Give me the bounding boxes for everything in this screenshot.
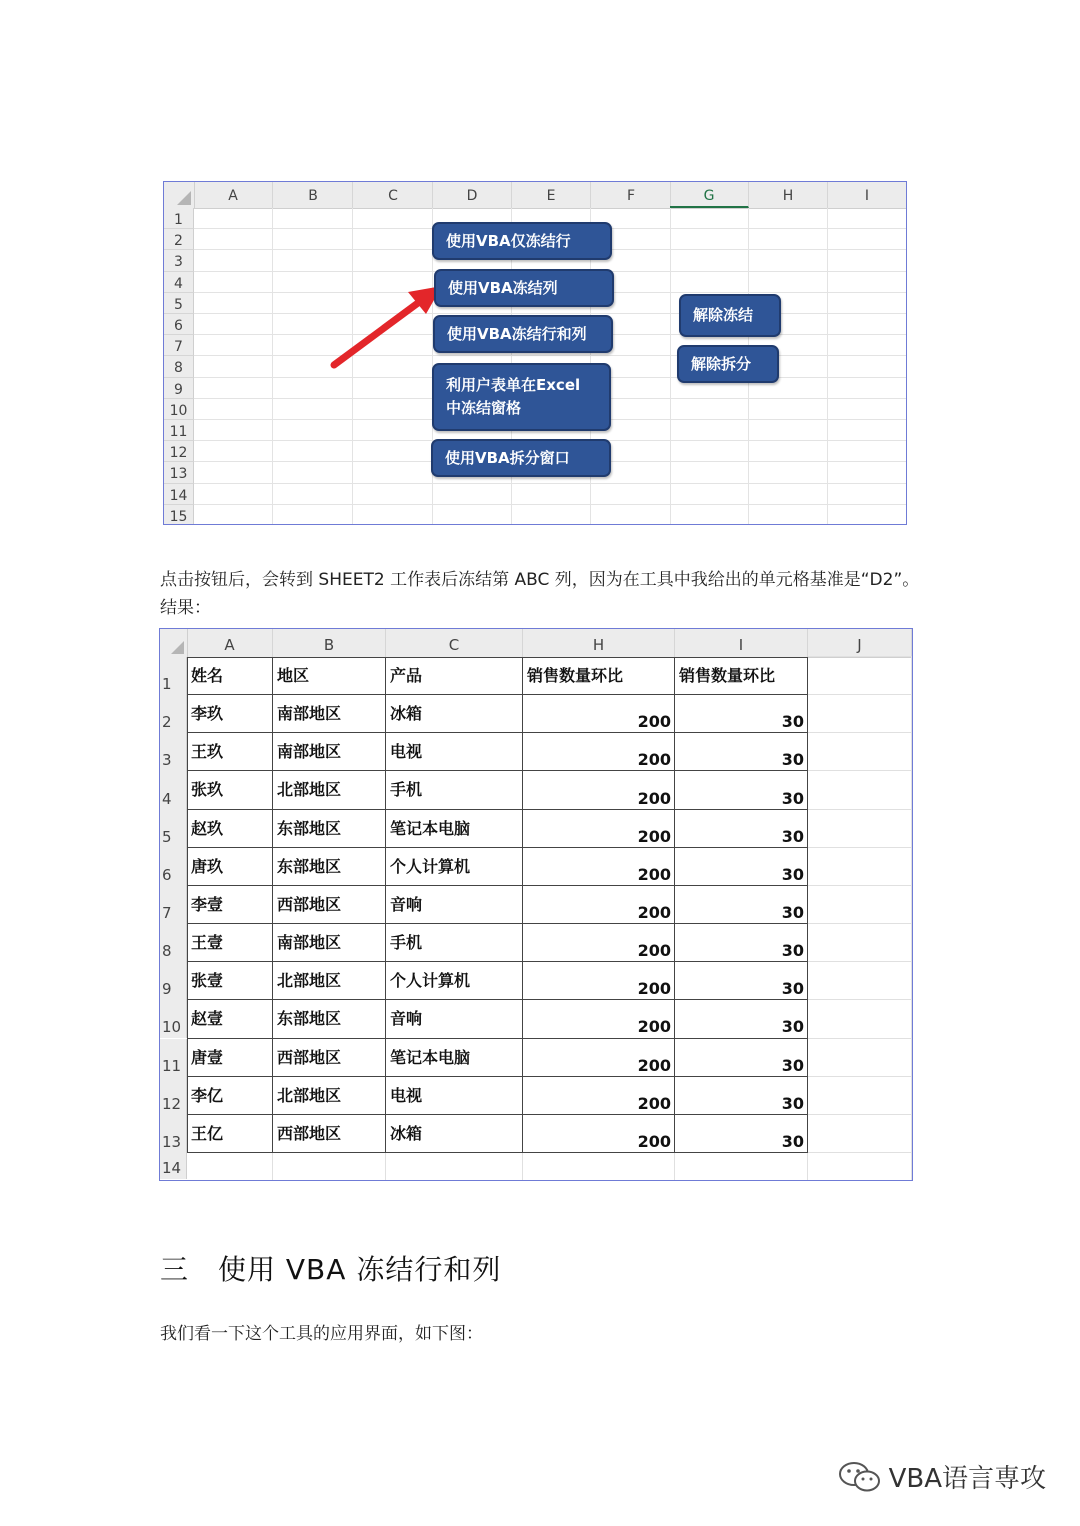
row-number: 4 [162,789,172,808]
column-header-g[interactable]: G [670,182,749,208]
table-cell[interactable]: 王亿 [191,1123,224,1143]
cell-value: 200 [637,1131,671,1151]
cell-value: 30 [781,864,804,884]
table-cell[interactable] [523,848,675,886]
row-header-6[interactable] [160,848,187,886]
excel-sheet-buttons [163,181,907,525]
column-header-a[interactable]: A [187,629,273,657]
table-cell[interactable]: 笔记本电脑 [390,1047,471,1067]
select-all-corner[interactable] [160,629,188,657]
table-cell[interactable]: 冰箱 [390,1123,423,1143]
row-header-3[interactable]: 3 [164,250,194,271]
table-cell[interactable] [675,771,808,809]
table-cell[interactable] [523,771,675,809]
table-cell[interactable]: 电视 [390,742,423,762]
row-header-9[interactable] [160,962,187,1000]
cell-value: 200 [637,750,671,770]
row-header-1[interactable]: 1 [164,208,194,229]
table-cell[interactable] [675,695,808,733]
table-cell[interactable]: 手机 [390,933,423,953]
table-cell[interactable] [675,1077,808,1115]
table-cell[interactable]: 南部地区 [277,933,342,953]
grid-line [808,885,912,886]
table-cell[interactable] [675,733,808,771]
row-number: 8 [162,942,172,961]
watermark-label: VBA语言専攻 [888,1464,1046,1494]
row-number: 12 [162,1094,182,1113]
grid-line [808,656,912,657]
table-cell[interactable] [523,1039,675,1077]
row-number: 1 [162,675,172,694]
header-cell[interactable]: 姓名 [191,666,224,685]
grid-line [385,1153,386,1181]
table-cell[interactable]: 个人计算机 [390,856,471,876]
cell-value: 200 [637,864,671,884]
row-header-15[interactable]: 15 [164,505,194,525]
cell-value: 30 [781,1093,804,1113]
table-cell[interactable] [675,962,808,1000]
table-cell[interactable]: 西部地区 [277,1123,342,1143]
grid-line [808,999,912,1000]
column-header-c[interactable]: C [354,182,433,208]
split-window-button[interactable]: 使用VBA拆分窗口 [431,439,611,477]
table-cell[interactable]: 北部地区 [277,1085,342,1105]
cell-value: 30 [781,826,804,846]
grid-line [808,770,912,771]
row-number: 2 [162,713,172,732]
table-cell[interactable]: 东部地区 [277,818,342,838]
paragraph-ui-intro: 我们看一下这个工具的应用界面，如下图： [160,1324,483,1344]
table-cell[interactable]: 赵壹 [191,1009,224,1029]
grid-line [522,1153,523,1181]
table-cell[interactable]: 王壹 [191,933,224,953]
table-cell[interactable]: 赵玖 [191,818,224,838]
row-number: 10 [162,1018,182,1037]
row-number: 11 [162,1056,182,1075]
row-header-7[interactable]: 7 [164,335,194,356]
cell-value: 30 [781,1017,804,1037]
row-header-8[interactable]: 8 [164,356,194,377]
cell-value: 200 [637,712,671,732]
table-cell[interactable] [523,886,675,924]
table-cell[interactable] [675,1039,808,1077]
grid-line [807,1153,808,1181]
grid-line [272,1153,273,1181]
userform-freeze-panes-button[interactable]: 利用户表单在Excel 中冻结窗格 [432,363,611,431]
row-header-14[interactable] [160,1153,187,1179]
header-cell[interactable]: 销售数量环比 [527,666,624,685]
column-header-c[interactable]: C [386,629,523,657]
grid-line [808,961,912,962]
cell-value: 200 [637,979,671,999]
table-cell[interactable] [523,695,675,733]
table-cell[interactable]: 唐玖 [191,856,224,876]
table-cell[interactable] [523,1115,675,1153]
table-cell[interactable]: 手机 [390,780,423,800]
cell-value: 200 [637,788,671,808]
table-cell[interactable]: 东部地区 [277,1009,342,1029]
cell-value: 30 [781,1055,804,1075]
cell-value: 30 [781,788,804,808]
row-header-11[interactable]: 11 [164,420,194,441]
grid-line [906,208,907,524]
grid-line [808,1076,912,1077]
grid-line [808,1038,912,1039]
column-header-h[interactable]: H [749,182,828,208]
grid-line [808,732,912,733]
freeze-rows-and-columns-button[interactable]: 使用VBA冻结行和列 [433,315,613,353]
row-number: 3 [162,751,172,770]
row-header-13[interactable] [160,1115,187,1153]
column-header-i[interactable]: I [828,182,907,208]
row-number: 7 [162,904,172,923]
wechat-icon [837,1460,883,1494]
cell-value: 200 [637,1017,671,1037]
row-header-2[interactable]: 2 [164,229,194,250]
table-cell[interactable] [675,924,808,962]
cell-value: 200 [637,1093,671,1113]
row-header-4[interactable] [160,771,187,809]
table-cell[interactable] [675,1000,808,1038]
table-cell[interactable]: 李壹 [191,894,224,914]
row-header-7[interactable] [160,886,187,924]
table-cell[interactable]: 南部地区 [277,742,342,762]
cell-value: 200 [637,826,671,846]
row-header-1[interactable] [160,657,187,695]
paragraph-result-intro: 点击按钮后，会转到 SHEET2 工作表后冻结第 ABC 列，因为在工具中我给出的单元格基准是“D2”。结果： [160,570,920,618]
grid-line [808,694,912,695]
row-number: 9 [162,980,172,999]
table-cell[interactable] [523,1077,675,1115]
row-number: 6 [162,865,172,884]
row-header-5[interactable]: 5 [164,293,194,314]
table-cell[interactable]: 张壹 [191,971,224,991]
table-cell[interactable]: 冰箱 [390,704,423,724]
freeze-rows-only-button[interactable]: 使用VBA仅冻结行 [432,222,612,260]
row-number: 14 [162,1158,182,1177]
row-header-3[interactable] [160,733,187,771]
cell-value: 200 [637,903,671,923]
cell-value: 200 [637,1055,671,1075]
row-header-9[interactable]: 9 [164,378,194,399]
table-cell[interactable] [675,1115,808,1153]
grid-line [674,1153,675,1181]
column-header-b[interactable]: B [274,182,353,208]
grid-line [808,809,912,810]
table-cell[interactable]: 音响 [390,894,423,914]
row-header-6[interactable]: 6 [164,314,194,335]
table-cell[interactable] [523,962,675,1000]
table-cell[interactable] [523,1000,675,1038]
column-header-b[interactable]: B [273,629,386,657]
cell-value: 30 [781,750,804,770]
column-header-h[interactable]: H [523,629,675,657]
table-cell[interactable] [523,810,675,848]
row-number: 13 [162,1132,182,1151]
column-header-a[interactable]: A [194,182,273,208]
header-cell[interactable]: 产品 [390,666,423,685]
table-cell[interactable]: 笔记本电脑 [390,818,471,838]
row-header-10[interactable] [160,1000,187,1038]
table-cell[interactable]: 个人计算机 [390,971,471,991]
column-header-d[interactable]: D [433,182,512,208]
row-header-10[interactable]: 10 [164,399,194,420]
table-cell[interactable]: 北部地区 [277,971,342,991]
table-cell[interactable] [523,924,675,962]
table-cell[interactable]: 南部地区 [277,704,342,724]
cell-value: 30 [781,1131,804,1151]
row-header-4[interactable]: 4 [164,272,194,293]
unsplit-button[interactable]: 解除拆分 [677,345,779,383]
row-header-12[interactable]: 12 [164,441,194,462]
table-cell[interactable]: 电视 [390,1085,423,1105]
table-cell[interactable]: 王玖 [191,742,224,762]
column-header-i[interactable]: I [675,629,808,657]
row-header-2[interactable] [160,695,187,733]
section-heading: 三 使用 VBA 冻结行和列 [160,1253,502,1286]
row-header-13[interactable]: 13 [164,462,194,483]
cell-value: 30 [781,979,804,999]
cell-value: 30 [781,712,804,732]
row-header-12[interactable] [160,1077,187,1115]
table-cell[interactable]: 唐壹 [191,1047,224,1067]
grid-line [808,1152,912,1153]
row-header-11[interactable] [160,1039,187,1077]
table-cell[interactable] [675,848,808,886]
excel-sheet-result [159,628,913,1181]
table-cell[interactable]: 李玖 [191,704,224,724]
watermark [837,1458,1046,1495]
grid-line [911,657,912,1181]
row-header-14[interactable]: 14 [164,484,194,505]
table-cell[interactable]: 音响 [390,1009,423,1029]
cell-value: 30 [781,903,804,923]
cell-value: 200 [637,941,671,961]
column-header-f[interactable]: F [592,182,671,208]
table-cell[interactable]: 北部地区 [277,780,342,800]
header-cell[interactable]: 销售数量环比 [679,666,776,685]
table-cell[interactable]: 东部地区 [277,856,342,876]
row-header-5[interactable] [160,810,187,848]
table-cell[interactable] [675,810,808,848]
grid-line [808,1114,912,1115]
column-header-e[interactable]: E [512,182,591,208]
cell-value: 30 [781,941,804,961]
header-cell[interactable]: 地区 [277,666,310,685]
table-cell[interactable]: 李亿 [191,1085,224,1105]
grid-line [808,847,912,848]
unfreeze-button[interactable]: 解除冻结 [679,294,781,337]
row-header-8[interactable] [160,924,187,962]
grid-line [808,923,912,924]
table-cell[interactable]: 西部地区 [277,894,342,914]
table-cell[interactable] [675,886,808,924]
freeze-columns-button[interactable]: 使用VBA冻结列 [434,269,614,307]
row-number: 5 [162,827,172,846]
table-cell[interactable] [523,733,675,771]
table-cell[interactable]: 张玖 [191,780,224,800]
column-header-j[interactable]: J [808,629,912,657]
table-cell[interactable]: 西部地区 [277,1047,342,1067]
